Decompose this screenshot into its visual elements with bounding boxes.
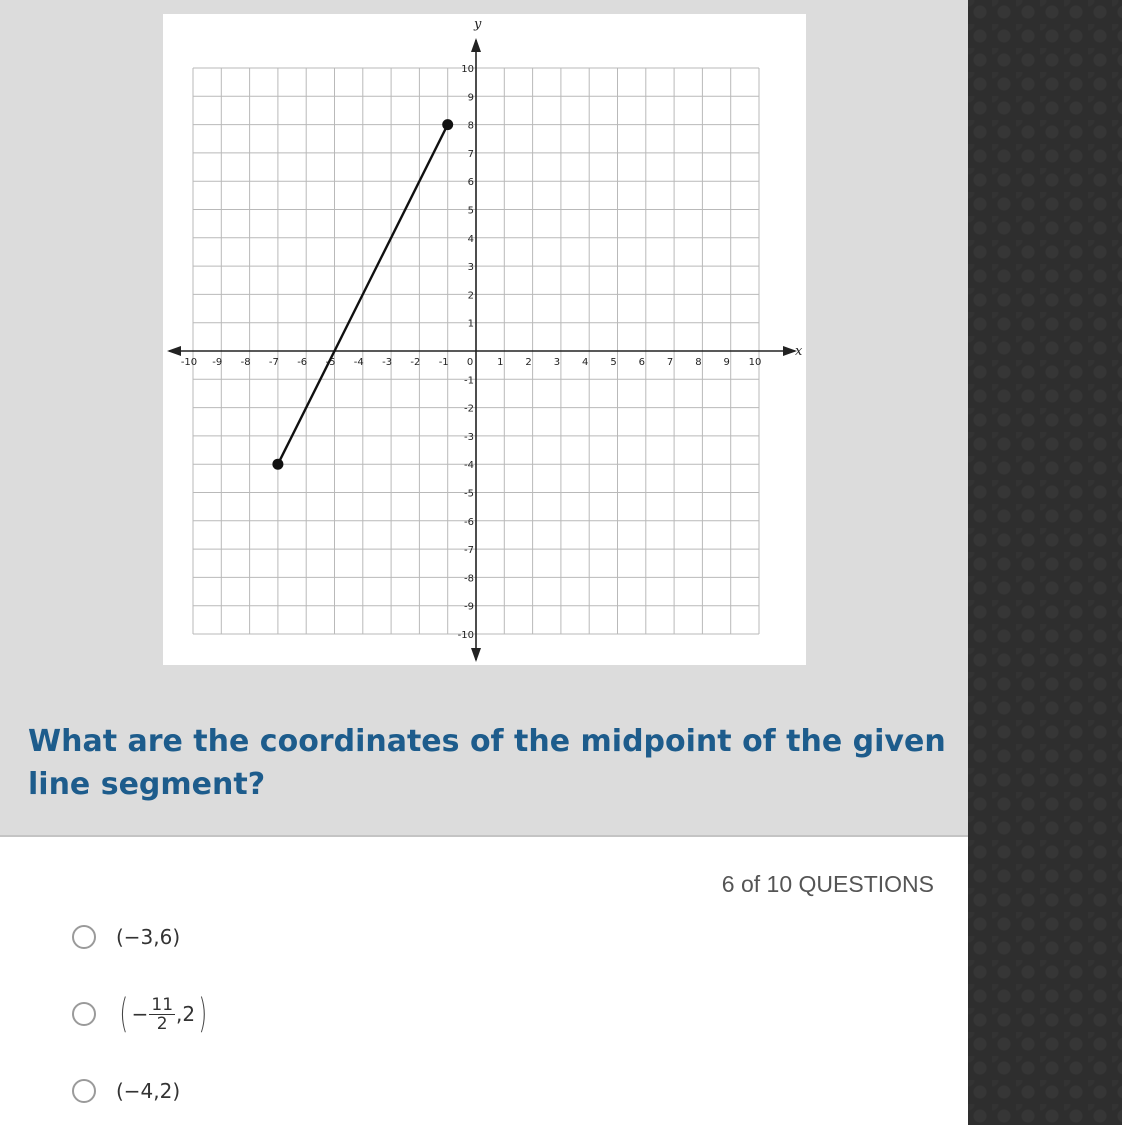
x-tick-label: 6 bbox=[638, 357, 645, 368]
x-tick-label: 8 bbox=[695, 357, 702, 368]
coordinate-graph bbox=[163, 14, 806, 665]
x-tick-label: 10 bbox=[748, 357, 762, 368]
y-tick-label: -8 bbox=[464, 573, 474, 585]
y-axis-arrow-down bbox=[471, 648, 481, 662]
y-tick-label: 2 bbox=[467, 290, 474, 302]
x-tick-label: -3 bbox=[382, 357, 393, 368]
x-tick-label: -10 bbox=[180, 357, 198, 368]
open-paren: ( bbox=[119, 991, 129, 1037]
y-tick-label: 6 bbox=[467, 177, 474, 189]
y-tick-label: -10 bbox=[457, 630, 474, 641]
y-axis-name: y bbox=[474, 17, 482, 32]
x-tick-label: 2 bbox=[525, 357, 532, 368]
answer-option-3[interactable] bbox=[72, 1071, 180, 1111]
y-tick-label: 8 bbox=[467, 120, 474, 132]
answer-option-1-label: (−3,6) bbox=[116, 925, 181, 949]
y-tick-label: 10 bbox=[461, 64, 474, 75]
radio-button-1[interactable] bbox=[72, 925, 96, 949]
x-tick-label: -1 bbox=[438, 357, 449, 368]
y-tick-label: -5 bbox=[464, 488, 474, 500]
x-tick-label: -2 bbox=[410, 357, 421, 368]
y-tick-label: -2 bbox=[464, 403, 474, 415]
question-progress: 6 of 10 QUESTIONS bbox=[721, 871, 934, 897]
x-tick-label: 3 bbox=[553, 357, 561, 368]
x-tick-label: 0 bbox=[466, 357, 474, 368]
y-tick-label: 3 bbox=[467, 262, 474, 274]
y-tick-label: -7 bbox=[464, 545, 474, 557]
x-tick-label: 1 bbox=[497, 357, 504, 368]
minus-sign: − bbox=[131, 1002, 149, 1026]
fraction-numerator: 11 bbox=[151, 994, 174, 1015]
y-axis-arrow-up bbox=[471, 38, 481, 52]
x-tick-label: 9 bbox=[723, 357, 730, 368]
x-tick-label: 4 bbox=[582, 357, 589, 368]
y-tick-label: 5 bbox=[467, 205, 474, 217]
x-tick-label: 7 bbox=[666, 357, 674, 368]
fraction-denominator: 2 bbox=[156, 1013, 168, 1034]
graph-svg bbox=[163, 14, 806, 665]
y-tick-label: 4 bbox=[467, 233, 474, 245]
x-tick-label: -7 bbox=[268, 357, 279, 368]
option-rest: ,2 bbox=[176, 1002, 196, 1026]
y-tick-label: -3 bbox=[464, 431, 474, 443]
side-panel bbox=[968, 0, 1122, 1125]
segment-endpoint bbox=[442, 119, 453, 130]
segment-endpoint bbox=[272, 459, 283, 470]
answer-option-3-label: (−4,2) bbox=[116, 1079, 181, 1103]
x-tick-label: -4 bbox=[353, 357, 364, 368]
x-tick-label: -9 bbox=[212, 357, 223, 368]
x-axis-name: x bbox=[795, 344, 803, 359]
y-tick-label: -6 bbox=[464, 516, 474, 528]
answer-option-1[interactable] bbox=[72, 917, 180, 957]
question-text: What are the coordinates of the midpoint of the given line segment? bbox=[28, 724, 946, 802]
answer-option-2-label bbox=[116, 991, 211, 1037]
x-tick-label: -8 bbox=[240, 357, 251, 368]
y-tick-label: 1 bbox=[467, 318, 474, 330]
answer-option-2[interactable] bbox=[72, 991, 211, 1037]
close-paren: ) bbox=[198, 991, 208, 1037]
x-tick-label: -6 bbox=[297, 357, 308, 368]
x-axis-arrow-left bbox=[167, 346, 181, 356]
x-tick-label: 5 bbox=[610, 357, 617, 368]
y-tick-label: 9 bbox=[467, 92, 474, 104]
fraction bbox=[149, 996, 175, 1033]
y-tick-label: -9 bbox=[464, 601, 474, 613]
y-tick-label: -1 bbox=[464, 375, 474, 387]
radio-button-2[interactable] bbox=[72, 1002, 96, 1026]
y-tick-label: -4 bbox=[464, 460, 474, 472]
x-tick-label: -5 bbox=[325, 357, 336, 368]
y-tick-label: 7 bbox=[467, 148, 474, 160]
radio-button-3[interactable] bbox=[72, 1079, 96, 1103]
